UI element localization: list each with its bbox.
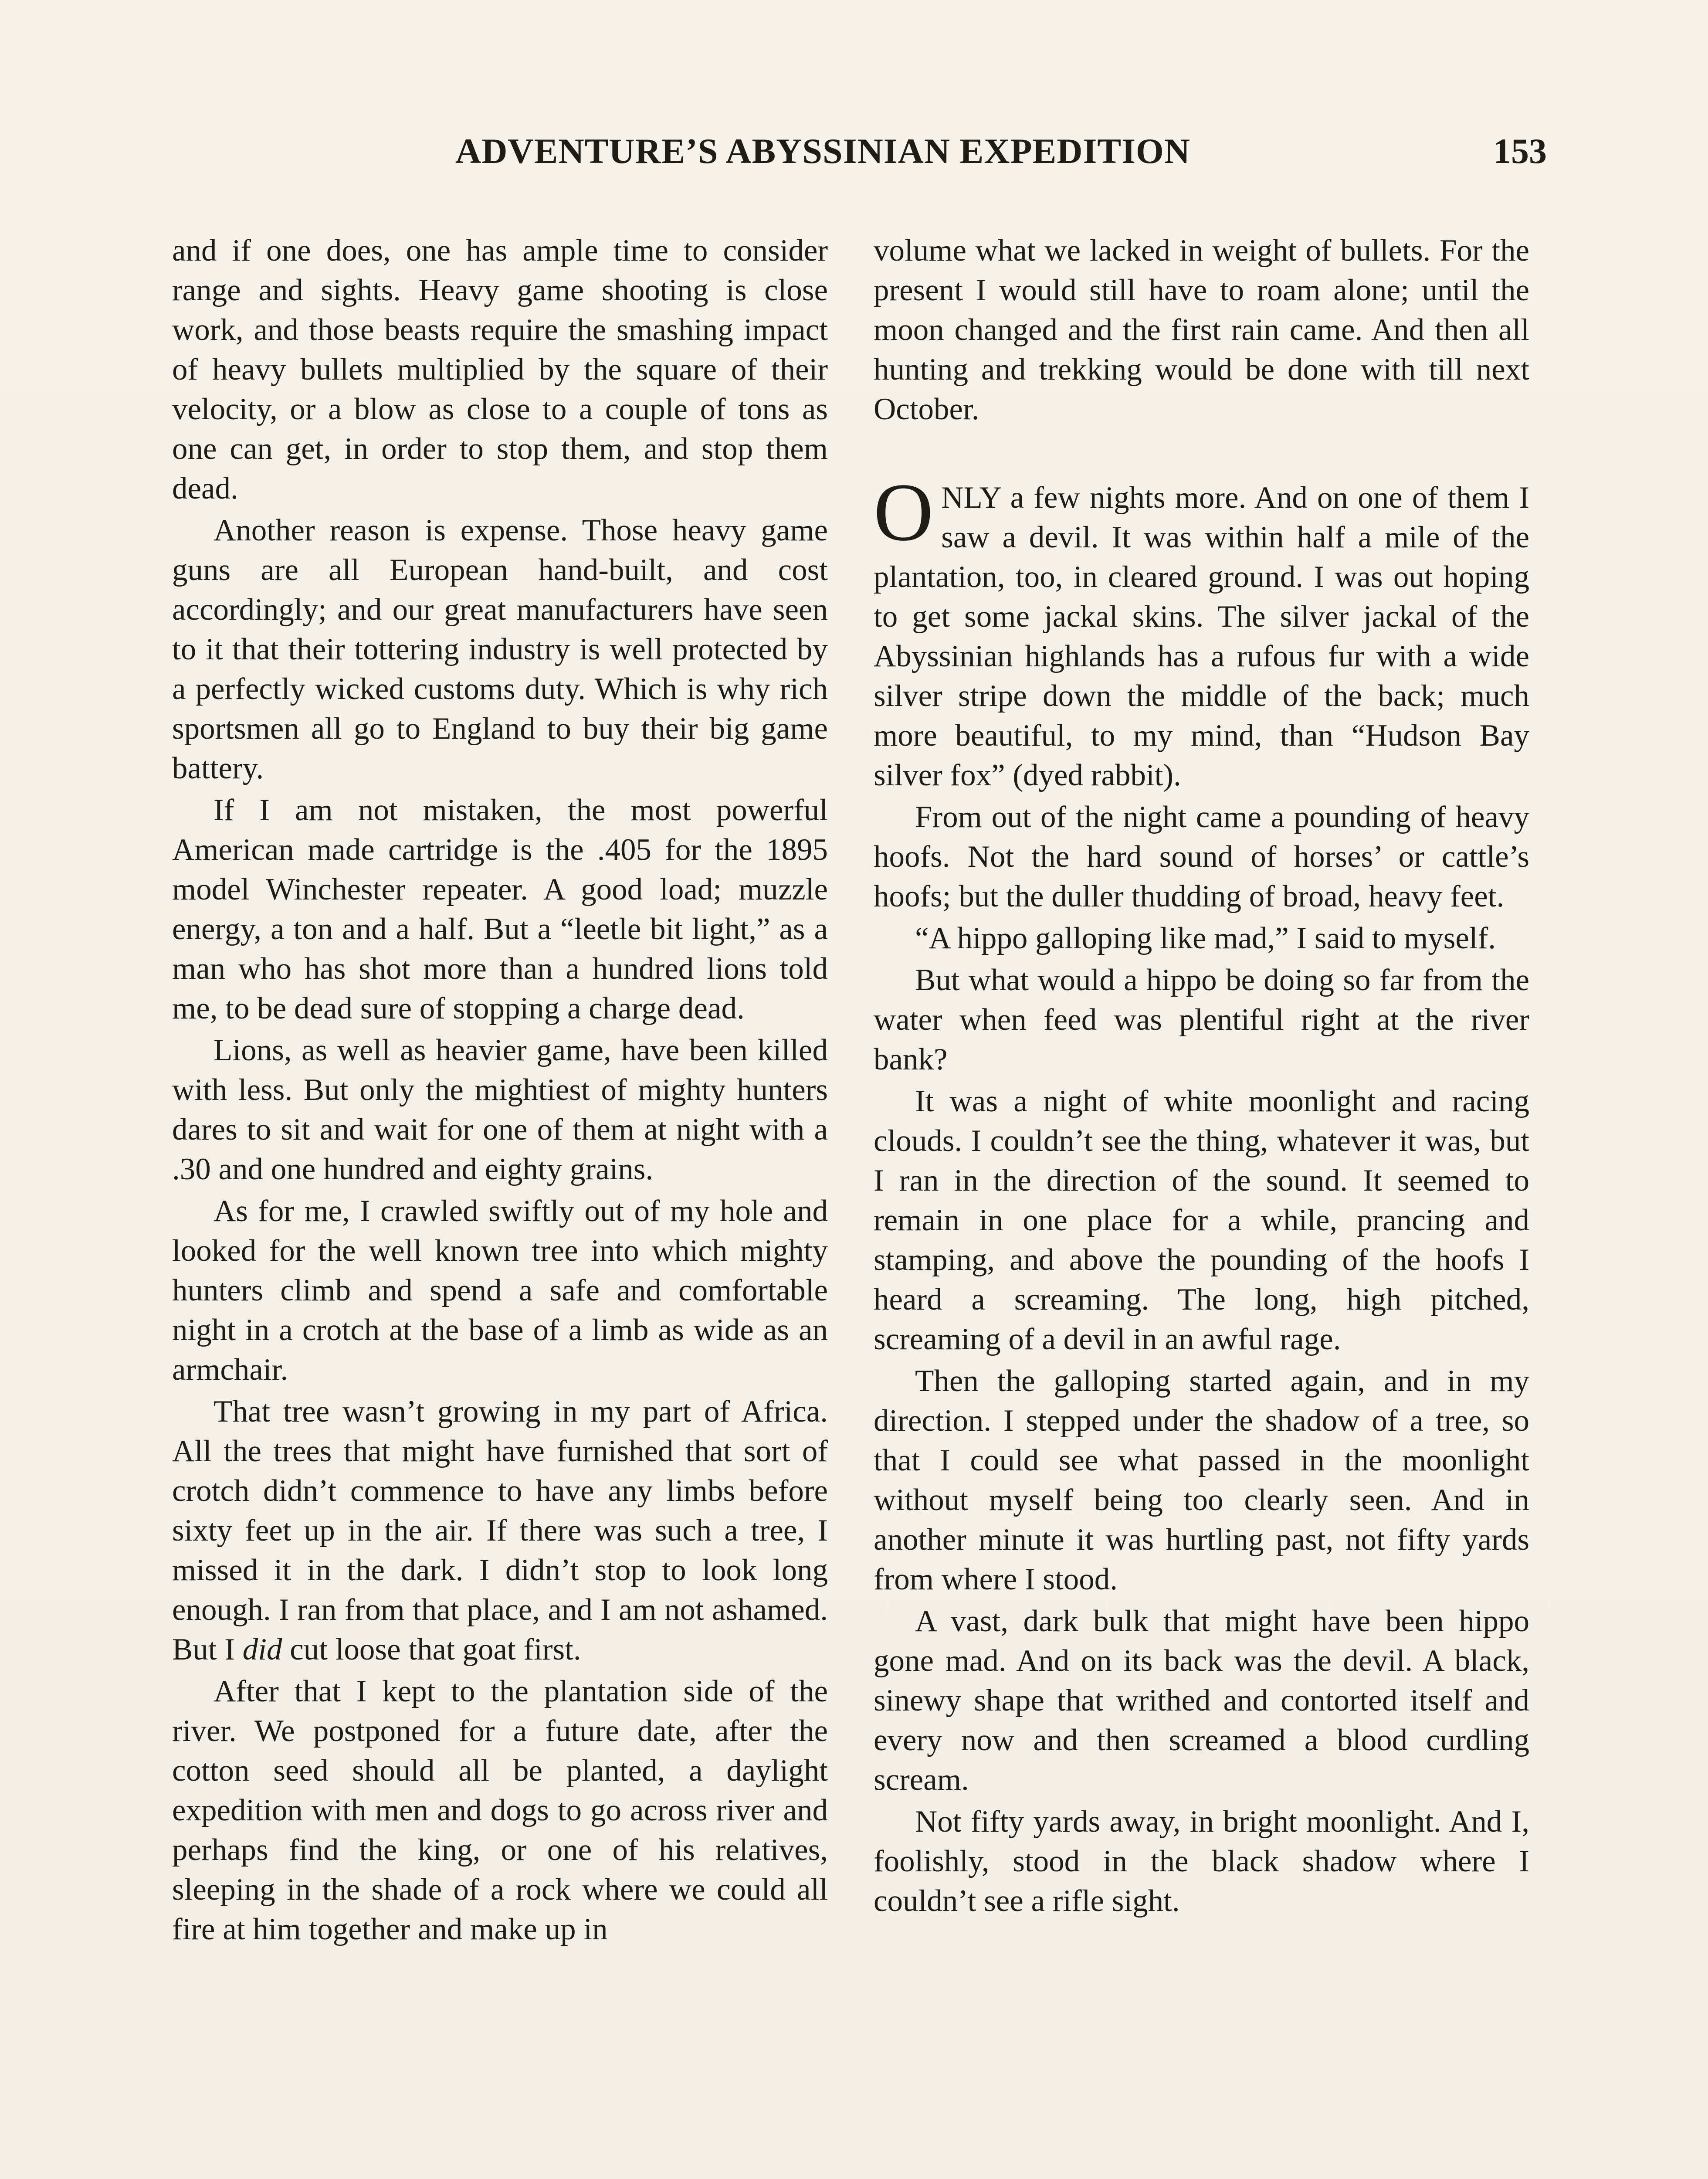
drop-cap: O (874, 467, 934, 558)
left-paragraph-5: As for me, I crawled swiftly out of my hole and looked for the well known tree into which mighty hunters climb and spend a safe and comfortable night in a crotch at the base of a limb as wide as an armchair. (172, 1194, 828, 1387)
right-paragraph-2 (874, 467, 1529, 795)
running-title: ADVENTURE’S ABYSSINIAN EXPEDITION (455, 131, 1191, 171)
right-paragraph-9: Not fifty yards away, in bright moonlight. And I, foolishly, stood in the black shadow where I couldn’t see a rifle sight. (874, 1805, 1529, 1918)
left-paragraph-7: After that I kept to the plantation side of the river. We postponed for a future date, after the cotton seed should all be planted, a daylight expedition with men and dogs to go across river and perhaps find the king, or one of his relatives, sleeping in the shade of a rock where we could all fire at him together and make up in (172, 1674, 828, 1946)
left-paragraph-6-after: cut loose that goat first. (282, 1633, 581, 1666)
left-paragraph-6 (172, 1392, 828, 1670)
right-paragraph-8: A vast, dark bulk that might have been hippo gone mad. And on its back was the devil. A black, sinewy shape that writhed and contorted itself and every now and then screamed a blood curdling scream. (874, 1604, 1529, 1797)
left-paragraph-4: Lions, as well as heavier game, have been killed with less. But only the mightiest of mighty hunters dares to sit and wait for one of them at night with a .30 and one hundred and eighty grains. (172, 1033, 828, 1186)
right-paragraph-7: Then the galloping started again, and in my direction. I stepped under the shadow of a tree, so that I could see what passed in the moonlight without myself being too clearly seen. And in another minute it was hurtling past, not fifty yards from where I stood. (874, 1364, 1529, 1596)
left-paragraph-1: and if one does, one has ample time to consider range and sights. Heavy game shooting is close work, and those beasts require the smashing impact of heavy bullets multiplied by the square of their velocity, or a blow as close to a couple of tons as one can get, in order to stop them, and stop them dead. (172, 234, 828, 506)
left-paragraph-3: If I am not mistaken, the most powerful American made cartridge is the .405 for the 1895 model Winchester repeater. A good load; muzzle energy, a ton and a half. But a “leetle bit light,” as a man who has shot more than a hundred lions told me, to be dead sure of stopping a charge dead. (172, 793, 828, 1025)
page-number: 153 (1493, 131, 1547, 171)
left-paragraph-2: Another reason is expense. Those heavy game guns are all European hand-built, and cost accordingly; and our great manufacturers have seen to it that their tottering industry is well protected by a perfectly wicked customs duty. Which is why rich sportsmen all go to England to buy their big game battery. (172, 513, 828, 785)
left-column (172, 231, 828, 1949)
left-paragraph-6-before: That tree wasn’t growing in my part of Africa. All the trees that might have furnished that sort of crotch didn’t commence to have any limbs before sixty feet up in the air. If there was such a tree, I missed it in the dark. I didn’t stop to look long enough. I ran from that place, and I am not ashamed. But I (172, 1395, 828, 1666)
drop-cap-remainder: NLY (941, 481, 1001, 515)
right-paragraph-4: “A hippo galloping like mad,” I said to myself. (915, 921, 1496, 955)
right-paragraph-5: But what would a hippo be doing so far from the water when feed was plentiful right at the river bank? (874, 963, 1529, 1076)
right-column (874, 231, 1529, 1921)
right-paragraph-3: From out of the night came a pounding of heavy hoofs. Not the hard sound of horses’ or cattle’s hoofs; but the duller thudding of broad, heavy feet. (874, 800, 1529, 913)
running-head (172, 131, 1547, 183)
right-paragraph-6: It was a night of white moonlight and racing clouds. I couldn’t see the thing, whatever it was, but I ran in the direction of the sound. It seemed to remain in one place for a while, prancing and stamping, and above the pounding of the hoofs I heard a screaming. The long, high pitched, screaming of a devil in an awful rage. (874, 1084, 1529, 1356)
left-paragraph-6-emphasis: did (242, 1633, 282, 1666)
right-paragraph-2-text: a few nights more. And on one of them I saw a devil. It was within half a mile of the plantation, too, in cleared ground. I was out hoping to get some jackal skins. The silver jackal of the Abyssinian highlands has a rufous fur with a wide silver stripe down the middle of the back; much more beautiful, to my mind, than “Hudson Bay silver fox” (dyed rabbit). (874, 481, 1529, 792)
right-paragraph-1: volume what we lacked in weight of bullets. For the present I would still have to roam alone; until the moon changed and the first rain came. And then all hunting and trekking would be done with till next October. (874, 234, 1529, 426)
